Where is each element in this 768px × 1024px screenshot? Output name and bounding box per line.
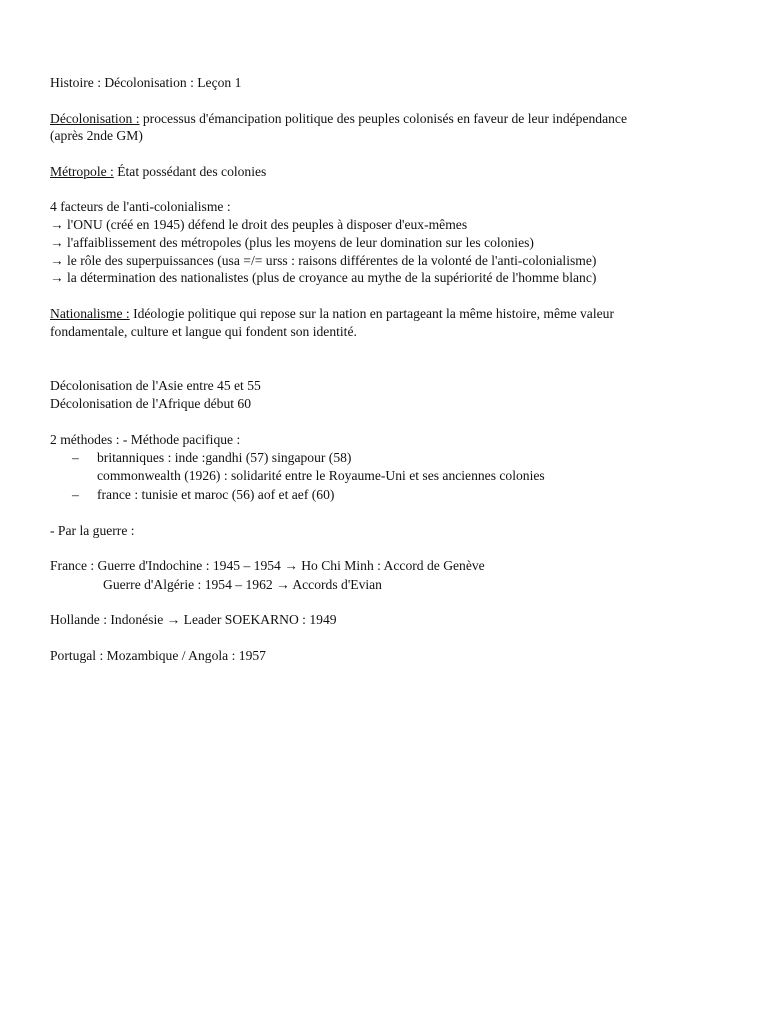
methode-item-commonwealth: commonwealth (1926) : solidarité entre le Royaume-Uni et ses anciennes colonies [97, 468, 545, 483]
methodes-heading: 2 méthodes : - Méthode pacifique : [50, 432, 241, 447]
guerre-algerie: Guerre d'Algérie : 1954 – 1962 → Accords d'Evian [103, 577, 382, 592]
guerre-france: France : Guerre d'Indochine : 1945 – 1954 → Ho Chi Minh : Accord de Genève [50, 558, 485, 573]
facteur-item: → le rôle des superpuissances (usa =/= urss : raisons différentes de la volonté de l'anti-colonialisme) [50, 253, 597, 268]
guerre-heading: - Par la guerre : [50, 523, 135, 538]
afrique-date: Décolonisation de l'Afrique début 60 [50, 396, 252, 411]
nationalisme-definition-text: Idéologie politique qui repose sur la nation en partageant la même histoire, même valeur [129, 306, 614, 321]
nationalisme-definition-cont: fondamentale, culture et langue qui fondent son identité. [50, 324, 357, 339]
facteurs-heading: 4 facteurs de l'anti-colonialisme : [50, 199, 231, 214]
decolonisation-definition-text: processus d'émancipation politique des peuples colonisés en faveur de leur indépendance [139, 111, 627, 126]
asie-date: Décolonisation de l'Asie entre 45 et 55 [50, 378, 261, 393]
metropole-definition [50, 163, 266, 180]
facteur-item: → l'affaiblissement des métropoles (plus les moyens de leur domination sur les colonies) [50, 235, 534, 250]
metropole-term: Métropole : [50, 164, 114, 179]
document-title: Histoire : Décolonisation : Leçon 1 [50, 75, 242, 90]
guerre-portugal: Portugal : Mozambique / Angola : 1957 [50, 648, 266, 663]
metropole-definition-text: État possédant des colonies [113, 164, 267, 179]
facteur-item: → l'ONU (créé en 1945) défend le droit des peuples à disposer d'eux-mêmes [50, 217, 468, 232]
bullet-dash: – [72, 450, 79, 465]
facteur-item: → la détermination des nationalistes (plus de croyance au mythe de la supériorité de l'homme blanc) [50, 270, 597, 285]
bullet-dash: – [72, 487, 79, 502]
decolonisation-definition-cont: (après 2nde GM) [50, 128, 143, 143]
nationalisme-term: Nationalisme : [50, 306, 130, 321]
guerre-hollande: Hollande : Indonésie → Leader SOEKARNO : 1949 [50, 612, 337, 627]
methode-item-britanniques: britanniques : inde :gandhi (57) singapour (58) [97, 450, 352, 465]
decolonisation-term: Décolonisation : [50, 111, 140, 126]
nationalisme-definition [50, 305, 614, 322]
methode-item-france: france : tunisie et maroc (56) aof et aef (60) [97, 487, 335, 502]
decolonisation-definition [50, 110, 627, 127]
